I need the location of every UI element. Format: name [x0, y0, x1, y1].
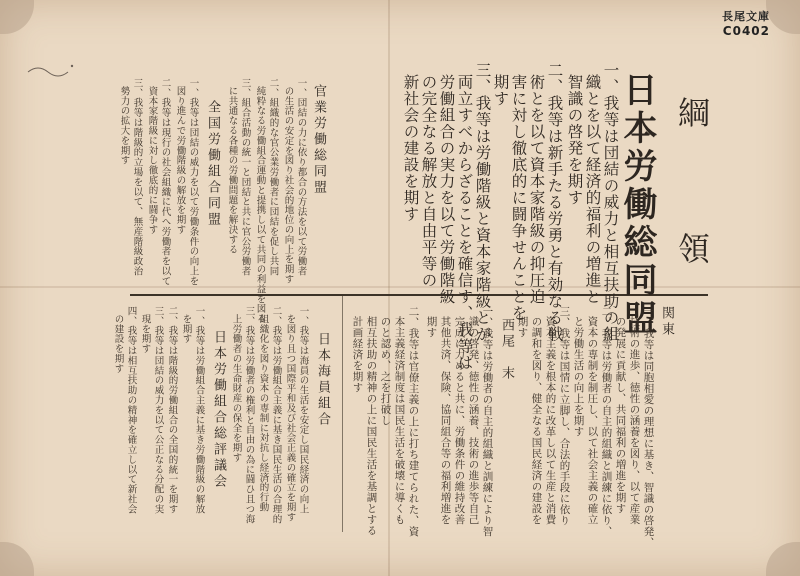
kanto-line: 資本の専制を制圧し、以て社会主義の確立 [586, 316, 599, 525]
sohyo-line: 一、我等は労働組合主義に基き労働階級の解放 [193, 306, 205, 514]
worn-corner [0, 0, 34, 34]
platform-item: 害に対し徹底的に闘争せんことを [509, 74, 528, 322]
platform-item: 一、我等は団結の威力と相互扶助の組 [601, 62, 620, 343]
kaiin-line: 上労働者の生命財産の保全を期す [230, 314, 242, 463]
archive-library: 長尾文庫 [722, 10, 770, 23]
fold-crease [388, 0, 390, 576]
nishio-line: 完成に力めると共に、労働条件の維持改善 [453, 316, 466, 525]
kangyo-line: 純粋なる労働組合運動と提携し以て共同の利益を図る [254, 86, 266, 324]
kanto-line: の発展に貢献し、共同福利の増進を期す [614, 316, 627, 514]
nishio-line: 一、我等は労働者の自主的組織と訓練により智 [481, 306, 494, 537]
kangyo-line: 三、組合活動の統一と団結と共に官公労働者 [239, 78, 251, 276]
zenkoku-line: 二、我等は現行の社会組織に代へ労働者を以て [159, 78, 171, 286]
kaiin-line: 一、我等は海員の生活を安定し国民経済の向上 [297, 306, 309, 514]
platform-item: 三、我等は労働階級と資本家階級とが [473, 62, 492, 343]
sohyo-line: 二、我等は階級的労働組合の全国的統一を期す [166, 306, 178, 514]
sohyo-line: を期す [180, 314, 192, 344]
kanto-line: 資本主義を根本的に改革し以て生産と消費 [544, 316, 557, 525]
nishio-line: 識の啓発、徳性の涵養、技術の進歩等自己 [467, 316, 480, 525]
kanto-line: 期す [516, 316, 529, 338]
kanto-line: 一、我等は同胞相愛の理想に基き、智識の啓発、 [642, 306, 655, 548]
kanto-line: 技術の進歩、徳性の涵養を図り、以て産業 [628, 316, 641, 525]
platform-title-char: 綱 [673, 96, 711, 130]
nishio-line: のと認め、之を打破し [379, 316, 392, 426]
sohyo-line: 現を期す [139, 314, 151, 354]
kangyo-line: 二、組織的な官公業労働者に団結を促し共同 [267, 78, 279, 276]
nishio-line: 相互扶助の精神の上に国民生活を基調とする [365, 316, 378, 536]
platform-item: 新社会の建設を期す [401, 74, 420, 223]
platform-item: の完全なる解放と自由平等の [419, 74, 438, 289]
worn-corner [766, 0, 800, 34]
section-heading-sohyo: 日本労働組合総評議会 [211, 330, 226, 490]
platform-item: 織とを以て経済的福利の増進と [583, 74, 602, 305]
fold-crease [0, 286, 800, 288]
vertical-divider [342, 294, 343, 532]
nishio-line: 計画経済を期す [351, 316, 364, 393]
platform-item: 術とを以て資本家階級の抑圧迫 [527, 74, 546, 305]
platform-item: 智識の啓発を期す [565, 74, 584, 206]
sohyo-line: の建設を期す [112, 314, 124, 374]
archive-code: C0402 [722, 24, 770, 38]
worn-corner [0, 542, 34, 576]
worn-corner [766, 542, 800, 576]
kaiin-line: を図り且つ国際平和及び社会正義の確立を期す [284, 314, 296, 522]
platform-item: 労働組合の実力を以て労働階級 [437, 74, 456, 305]
section-heading-kaiin: 日本海員組合 [315, 332, 330, 428]
kangyo-line: に共通なる各種の労働問題を解決する [226, 86, 238, 255]
nishio-line: 二、我等は官僚主義の上に打ち建てられた、資 [407, 306, 420, 537]
platform-title: 日本労働総同盟 [617, 72, 657, 338]
section-heading-kanto: 関東 [659, 306, 674, 338]
pencil-marks [26, 60, 78, 84]
kaiin-line: 三、我等は労働者の権利と自由の為に闘ひ且つ海 [243, 306, 255, 524]
nishio-line: 期す [425, 316, 438, 338]
archive-stamp [722, 8, 770, 38]
kanto-line: の調和を図り、健全なる国民経済の建設を [530, 316, 543, 525]
sohyo-line: 三、我等は団結の威力を以て公正なる分配の実 [152, 306, 164, 514]
platform-title-char: 領 [673, 232, 711, 266]
section-heading-nishio: 西尾 末 [499, 318, 514, 382]
platform-item: 両立すべからざることを確信す、我等は [455, 74, 474, 371]
kanto-line: 二、我等は労働者の自主的組織と訓練に依り、 [600, 306, 613, 537]
nishio-line: 本主義経済制度は国民生活を破壊に導くも [393, 316, 406, 525]
kanto-line: と労働生活の向上を期す [572, 316, 585, 437]
kangyo-line: の生活の安定を図り社会的地位の向上を期す [282, 86, 294, 284]
zenkoku-line: 一、我等は団結の威力を以て労働条件の向上を [187, 78, 199, 286]
zenkoku-line: 三、我等は階級的立場を以て、無産階級政治 [131, 78, 143, 276]
kanto-line: 三、我等は国情に立脚し、合法的手段に依り [558, 306, 571, 526]
zenkoku-line: 勢力の拡大を期す [118, 86, 130, 166]
platform-item: 二、我等は新手たる労勇と有効なる戦 [545, 62, 564, 343]
platform-item: 期す [491, 74, 510, 107]
nishio-line: 其他共済、保険、協同組合等の福利増進を [439, 316, 452, 525]
section-heading-zenkoku: 全国労働組合同盟 [205, 100, 220, 228]
kaiin-line: 二、我等は労働組合主義に基き国民生活の合理的 [270, 306, 282, 524]
sohyo-line: 四、我等は相互扶助の精神を確立し以て新社会 [125, 306, 137, 514]
zenkoku-line: 図り進んで労働階級の解放を期す [174, 86, 186, 235]
kaiin-line: 組織化を図り資本の専制に対抗し経済的行動 [257, 314, 269, 512]
kangyo-line: 一、団結の力に依り都合の方法を以て労働者 [295, 78, 307, 276]
section-heading-kangyo: 官業労働総同盟 [311, 84, 326, 196]
zenkoku-line: 資本家階級に対し徹底的に闘争す [146, 86, 158, 235]
